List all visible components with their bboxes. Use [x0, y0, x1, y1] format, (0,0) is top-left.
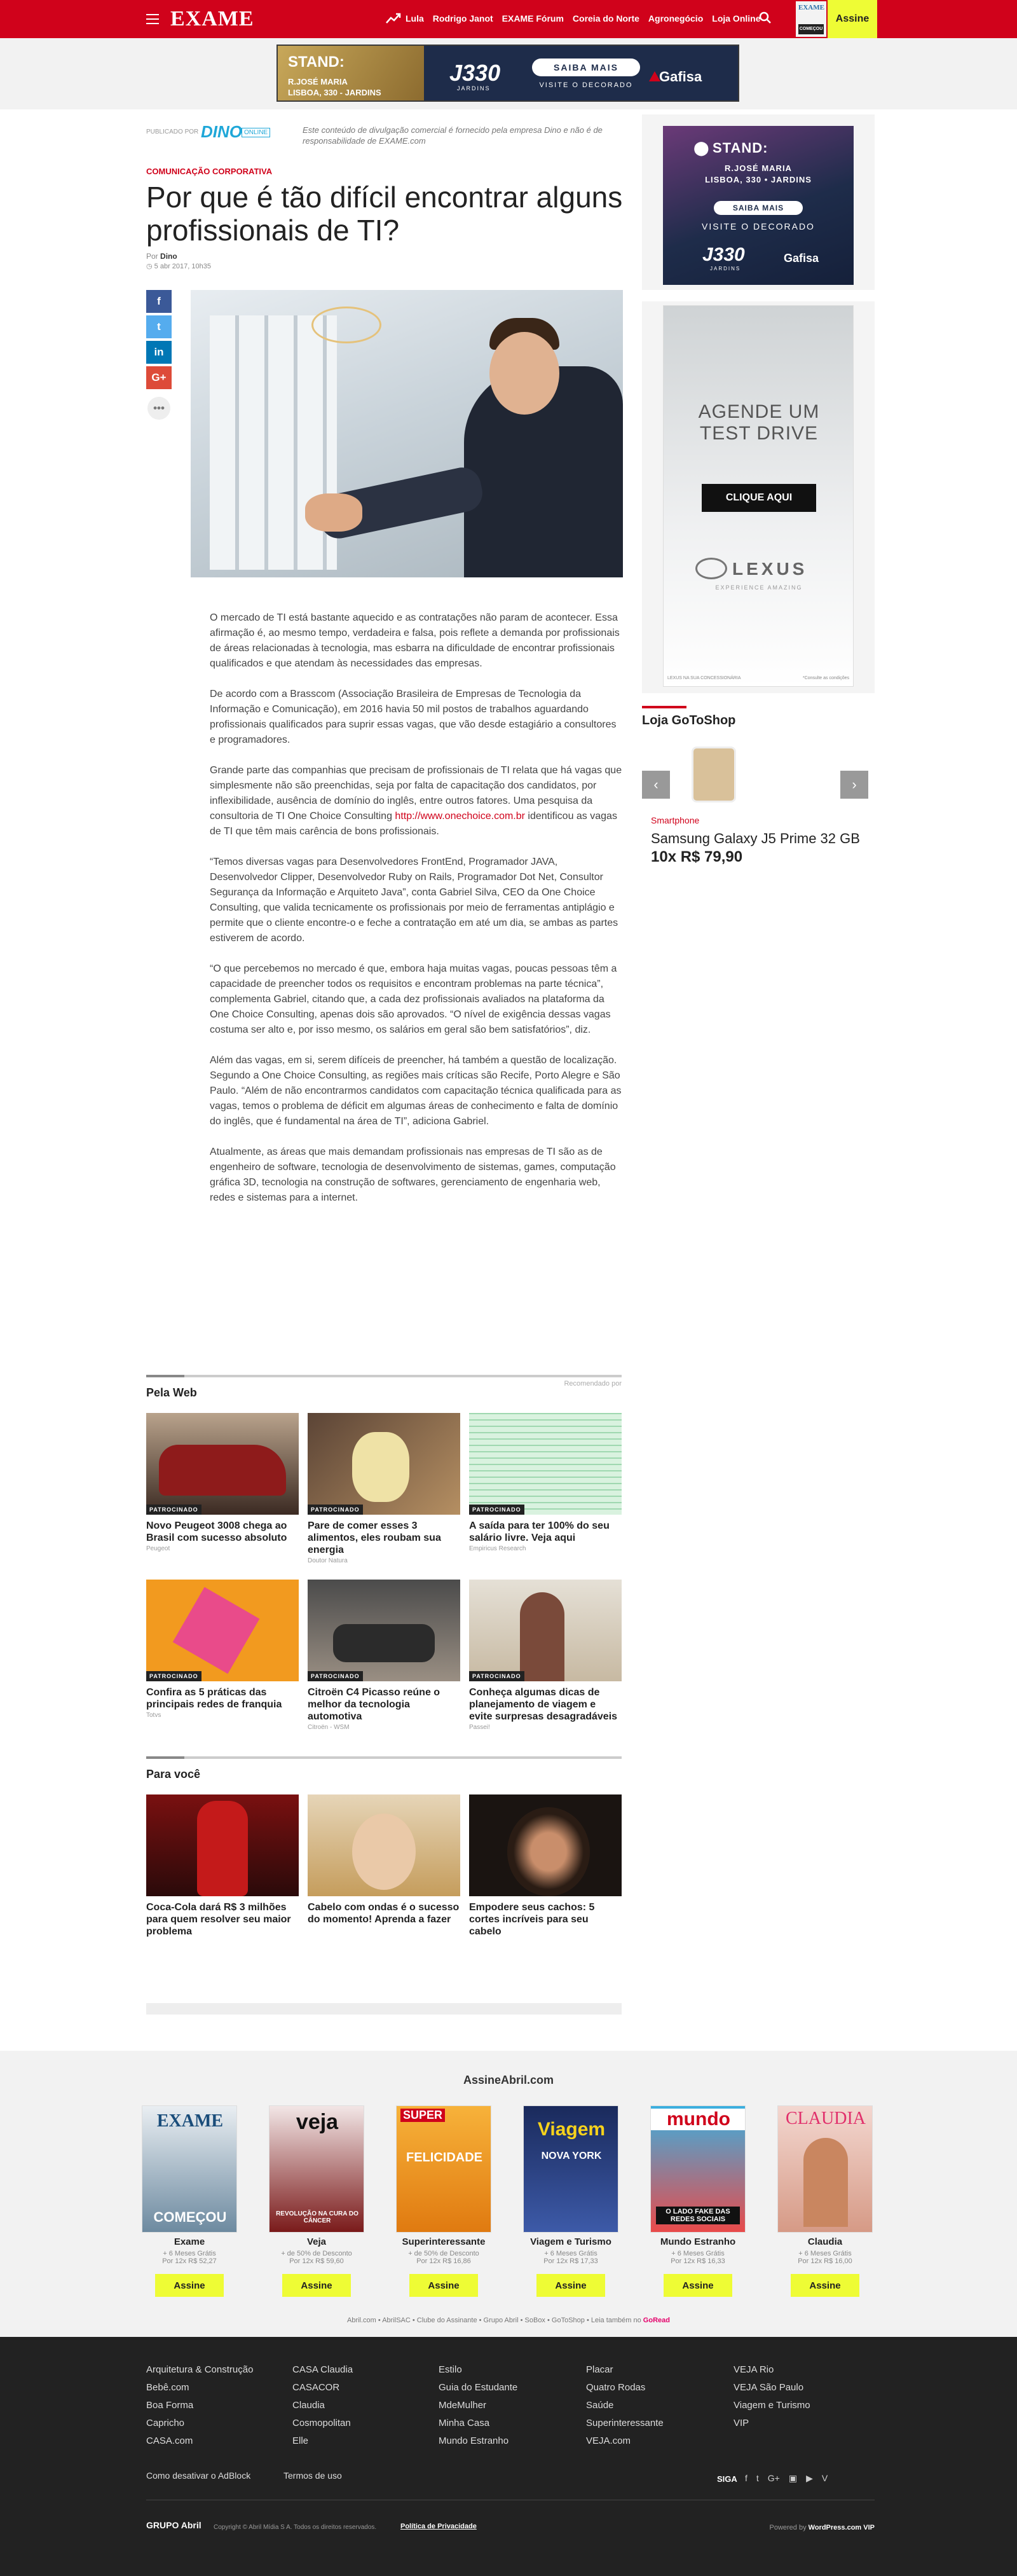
publisher-disclaimer: Este conteúdo de divulgação comercial é fornecido pela empresa Dino e não é de responsabilidade de EXAME.com [303, 125, 603, 146]
site-header [0, 0, 1017, 38]
section-divider [146, 2003, 622, 2015]
magazine-offer: Viagem NOVA YORK Viagem e Turismo + 6 Meses Grátis Por 12x R$ 17,33 Assine [523, 2105, 618, 2297]
search-icon[interactable] [759, 11, 772, 24]
lexus-cta-button[interactable]: CLIQUE AQUI [702, 484, 816, 512]
recommendation-card[interactable]: PATROCINADO A saída para ter 100% do seu salário livre. Veja aqui Empiricus Research [469, 1413, 622, 1552]
article-body [210, 610, 623, 1221]
para-voce-section [146, 1756, 622, 1781]
sidebar-ad-saiba-mais-button[interactable]: SAIBA MAIS [714, 201, 803, 215]
nav-link-loja-online[interactable]: Loja Online [712, 13, 761, 24]
magazine-assine-button[interactable]: Assine [664, 2274, 732, 2297]
clock-icon: ◷ [146, 263, 153, 270]
dino-logo[interactable]: DINO [201, 122, 242, 141]
recommended-by[interactable]: Recomendado por [564, 1380, 622, 1388]
share-gplus-button[interactable]: G+ [146, 366, 172, 389]
product-price: 10x R$ 79,90 [651, 848, 743, 865]
grupo-abril-logo[interactable]: GRUPO Abril [146, 2520, 201, 2530]
magazine-offer: veja REVOLUÇÃO NA CURA DO CÂNCER Veja + de 50% de Desconto Por 12x R$ 59,60 Assine [269, 2105, 364, 2297]
para-voce-title: Para você [146, 1768, 201, 1780]
footer-column: Arquitetura & Construção Bebê.com Boa Forma Capricho CASA.com [146, 2364, 254, 2446]
hamburger-menu-icon[interactable] [146, 14, 159, 24]
published-by-label: PUBLICADO POR [146, 128, 199, 135]
magazine-cover[interactable]: Viagem NOVA YORK [523, 2105, 618, 2233]
share-facebook-button[interactable]: f [146, 290, 172, 313]
siga-label: SIGA [717, 2474, 737, 2484]
ad-stand-label: STAND: [288, 53, 345, 71]
article-date: ◷ 5 abr 2017, 10h35 [146, 263, 211, 270]
share-more-button[interactable]: ••• [147, 397, 170, 420]
adblock-link[interactable]: Como desativar o AdBlock [146, 2470, 251, 2481]
magazine-offer: SUPER FELICIDADE Superinteressante + de 50% de Desconto Por 12x R$ 16,86 Assine [396, 2105, 491, 2297]
article-paragraph: “Temos diversas vagas para Desenvolvedores FrontEnd, Programador JAVA, Desenvolvedor Clipper, Desenvolvedor Ruby on Rails, Programador Dot Net, Consultor Segurança da Informação e Arquiteto Java”, conta Gabriel Silva, CEO da One Choice Consulting, que valida tecnicamente os profissionais por meio de ferramentas antiplágio e permite que o cliente encontre-o e feche a contratação em até um dia, se ambas as partes estiverem de acordo. [210, 857, 618, 944]
privacy-link[interactable]: Política de Privacidade [400, 2523, 477, 2530]
onechoice-link[interactable]: http://www.onechoice.com.br [395, 811, 525, 822]
footer-column: VEJA Rio VEJA São Paulo Viagem e Turismo VIP [734, 2364, 810, 2428]
exame-logo[interactable]: EXAME [170, 7, 254, 31]
dino-online-badge: ONLINE [242, 128, 270, 137]
article-paragraph: Grande parte das companhias que precisam de profissionais de TI relata que há vagas que simplesmente não são preenchidas, seja por falta de capacitação dos candidatos, por inflexibilidade, ausência de domínio do inglês, entre outros fatores. Uma pesquisa da consultoria de TI One Choice Consulting http://www.onechoice.com.br identificou as vagas de TI que têm mais carência de bons profissionais. [210, 765, 622, 837]
nav-link-rodrigo-janot[interactable]: Rodrigo Janot [432, 13, 493, 24]
carousel-prev-button[interactable]: ‹ [642, 771, 670, 799]
product-name[interactable]: Samsung Galaxy J5 Prime 32 GB [651, 830, 860, 846]
location-pin-icon: ⬤ [693, 140, 709, 156]
magazine-offer: mundo O LADO FAKE DAS REDES SOCIAIS Mundo Estranho + 6 Meses Grátis Por 12x R$ 16,33 Assine [650, 2105, 746, 2297]
gplus-icon[interactable]: G+ [767, 2473, 780, 2483]
ad-address: R.JOSÉ MARIA LISBOA, 330 - JARDINS [288, 77, 381, 97]
article-hero-image [191, 290, 623, 577]
powered-by: Powered by WordPress.com VIP [769, 2524, 875, 2531]
article-byline: Por Dino [146, 252, 177, 261]
magazine-assine-button[interactable]: Assine [155, 2274, 224, 2297]
assine-abril-title[interactable]: AssineAbril.com [463, 2074, 554, 2086]
magazine-assine-button[interactable]: Assine [791, 2274, 859, 2297]
magazine-offer: EXAME COMEÇOU Exame + 6 Meses Grátis Por 12x R$ 52,27 Assine [142, 2105, 237, 2297]
magazine-thumbnail[interactable] [795, 0, 828, 38]
magazine-cover[interactable]: veja REVOLUÇÃO NA CURA DO CÂNCER [269, 2105, 364, 2233]
terms-link[interactable]: Termos de uso [283, 2470, 342, 2481]
magazine-assine-button[interactable]: Assine [409, 2274, 478, 2297]
share-linkedin-button[interactable]: in [146, 341, 172, 364]
social-links [745, 2473, 828, 2484]
magazine-thumb-title: EXAME [798, 4, 824, 11]
top-banner-ad[interactable] [276, 45, 739, 102]
footer-column: Placar Quatro Rodas Saúde Superinteressante VEJA.com [586, 2364, 664, 2446]
goread-link[interactable]: GoRead [643, 2317, 670, 2324]
trending-nav [406, 13, 761, 24]
article-paragraph: De acordo com a Brasscom (Associação Brasileira de Empresas de Tecnologia da Informação e Comunicação), em 2016 havia 50 mil postos de trabalhos aguardando profissionais qualificados para suprir essas vagas, que vão desde estagiário a consultores e programadores. [210, 689, 617, 745]
footer-column: Estilo Guia do Estudante MdeMulher Minha Casa Mundo Estranho [439, 2364, 518, 2446]
author-link[interactable]: Dino [160, 252, 177, 261]
magazine-cover[interactable]: SUPER FELICIDADE [396, 2105, 491, 2233]
recommendation-card[interactable]: Coca-Cola dará R$ 3 milhões para quem resolver seu maior problema [146, 1794, 299, 1938]
sidebar-ad-j330[interactable]: ⬤ STAND: R.JOSÉ MARIA LISBOA, 330 • JARDINS SAIBA MAIS VISITE O DECORADO J330 JARDINS Gafisa [642, 114, 875, 290]
recommendation-card[interactable]: PATROCINADO Confira as 5 práticas das principais redes de franquia Totvs [146, 1580, 299, 1719]
facebook-icon[interactable]: f [745, 2473, 747, 2483]
nav-link-lula[interactable]: Lula [406, 13, 424, 24]
magazine-assine-button[interactable]: Assine [536, 2274, 605, 2297]
recommendation-card[interactable]: PATROCINADO Conheça algumas dicas de planejamento de viagem e evite surpresas desagradáveis Passei! [469, 1580, 622, 1731]
ad-saiba-mais-button[interactable]: SAIBA MAIS [532, 59, 640, 76]
article-title: Por que é tão difícil encontrar alguns profissionais de TI? [146, 181, 623, 247]
pela-web-section [146, 1375, 622, 1400]
magazine-offer: CLAUDIA Claudia + 6 Meses Grátis Por 12x R$ 16,00 Assine [777, 2105, 873, 2297]
product-image[interactable] [692, 747, 736, 802]
nav-link-agronegocio[interactable]: Agronegócio [648, 13, 704, 24]
recommendation-card[interactable]: PATROCINADO Citroën C4 Picasso reúne o melhor da tecnologia automotiva Citroën - WSM [308, 1580, 460, 1731]
nav-link-coreia-do-norte[interactable]: Coreia do Norte [572, 13, 639, 24]
youtube-icon[interactable]: ▶ [806, 2473, 813, 2483]
vine-icon[interactable]: V [821, 2473, 828, 2483]
recommendation-card[interactable]: PATROCINADO Novo Peugeot 3008 chega ao Brasil com sucesso absoluto Peugeot [146, 1413, 299, 1552]
article-paragraph: “O que percebemos no mercado é que, embora haja muitas vagas, poucas pessoas têm a capacidade de preencher todos os requisitos e encontram problemas na parte técnica”, complementa Gabriel, citando que, a cada dez profissionais avaliados na plataforma da One Choice Consulting, apenas dois são aprovados. “O nível de exigência dessas vagas costuma ser alto e, por isso mesmo, os salários em geral são bem satisfatórios”, diz. [210, 963, 617, 1035]
lexus-logo-icon [695, 558, 727, 579]
article-paragraph: Além das vagas, em si, serem difíceis de preencher, há também a questão de localização. Segundo a One Choice Consulting, as regiões mais críticas são Recife, Porto Alegre e São Paulo. “Além de não encontrarmos candidatos com capacitação técnica qualificada para as vagas, temos o problema de déficit em algumas áreas de conhecimento e falta de domínio do inglês, que é fundamental na área de TI”, adiciona Gabriel. [210, 1055, 622, 1127]
site-footer [0, 2337, 1017, 2576]
magazine-cover[interactable]: mundo O LADO FAKE DAS REDES SOCIAIS [650, 2105, 746, 2233]
product-category: Smartphone [651, 815, 700, 825]
assine-abril-section [0, 2051, 1017, 2337]
magazine-cover[interactable]: EXAME COMEÇOU [142, 2105, 237, 2233]
carousel-next-button[interactable]: › [840, 771, 868, 799]
ad-cta-sub: VISITE O DECORADO [539, 81, 633, 89]
magazine-assine-button[interactable]: Assine [282, 2274, 351, 2297]
assine-button[interactable]: Assine [828, 0, 877, 38]
abril-links[interactable]: Abril.com • AbrilSAC • Clube do Assinante • Grupo Abril • SoBox • GoToShop • Leia também no GoRead [347, 2317, 670, 2324]
loja-gotoshop-widget [642, 706, 875, 865]
recommendation-card[interactable]: Cabelo com ondas é o sucesso do momento! Aprenda a fazer [308, 1794, 460, 1925]
share-twitter-button[interactable]: t [146, 315, 172, 338]
wordpress-vip-link[interactable]: WordPress.com VIP [808, 2524, 875, 2531]
article-paragraph: Atualmente, as áreas que mais demandam profissionais nas empresas de TI são as de engenheiro de software, tecnologia de desenvolvimento de sistemas, games, computação gráfica 3D, tecnologia na construção de softwares, gerenciamento de engenharia web, redes e sistemas para a internet. [210, 1147, 616, 1203]
ad-brand: J330 [449, 60, 501, 86]
sidebar-ad-lexus[interactable]: AGENDE UM TEST DRIVE CLIQUE AQUI LEXUS EXPERIENCE AMAZING LEXUS NA SUA CONCESSIONÁRIA *Consulte as condições [642, 301, 875, 693]
ad-brand-sub: JARDINS [457, 85, 491, 92]
magazine-cover[interactable]: CLAUDIA [777, 2105, 873, 2233]
loja-gotoshop-title: Loja GoToShop [642, 713, 736, 727]
magazine-thumb-label: COMEÇOU [798, 24, 824, 34]
article-paragraph: O mercado de TI está bastante aquecido e as contratações não param de acontecer. Essa afirmação é, ao mesmo tempo, verdadeira e falsa, pois reflete a demanda por profissionais de áreas relacionadas à tecnologia, mas esbarra na dificuldade de encontrar profissionais qualificados e que atendam às necessidades das empresas. [210, 612, 620, 669]
article-category[interactable]: COMUNICAÇÃO CORPORATIVA [146, 167, 273, 176]
recommendation-card[interactable]: Empodere seus cachos: 5 cortes incríveis para seu cabelo [469, 1794, 622, 1938]
linkedin-icon[interactable]: ▣ [788, 2473, 798, 2483]
lexus-headline: AGENDE UM TEST DRIVE [698, 401, 820, 444]
twitter-icon[interactable]: t [756, 2473, 759, 2483]
ad-advertiser: Gafisa [659, 69, 702, 85]
trending-icon [385, 11, 402, 25]
recommendation-card[interactable]: PATROCINADO Pare de comer esses 3 alimentos, eles roubam sua energia Doutor Natura [308, 1413, 460, 1564]
footer-column: CASA Claudia CASACOR Claudia Cosmopolitan Elle [292, 2364, 353, 2446]
pela-web-title: Pela Web [146, 1386, 197, 1399]
nav-link-exame-forum[interactable]: EXAME Fórum [502, 13, 564, 24]
copyright: Copyright © Abril Mídia S A. Todos os direitos reservados. [214, 2524, 377, 2531]
